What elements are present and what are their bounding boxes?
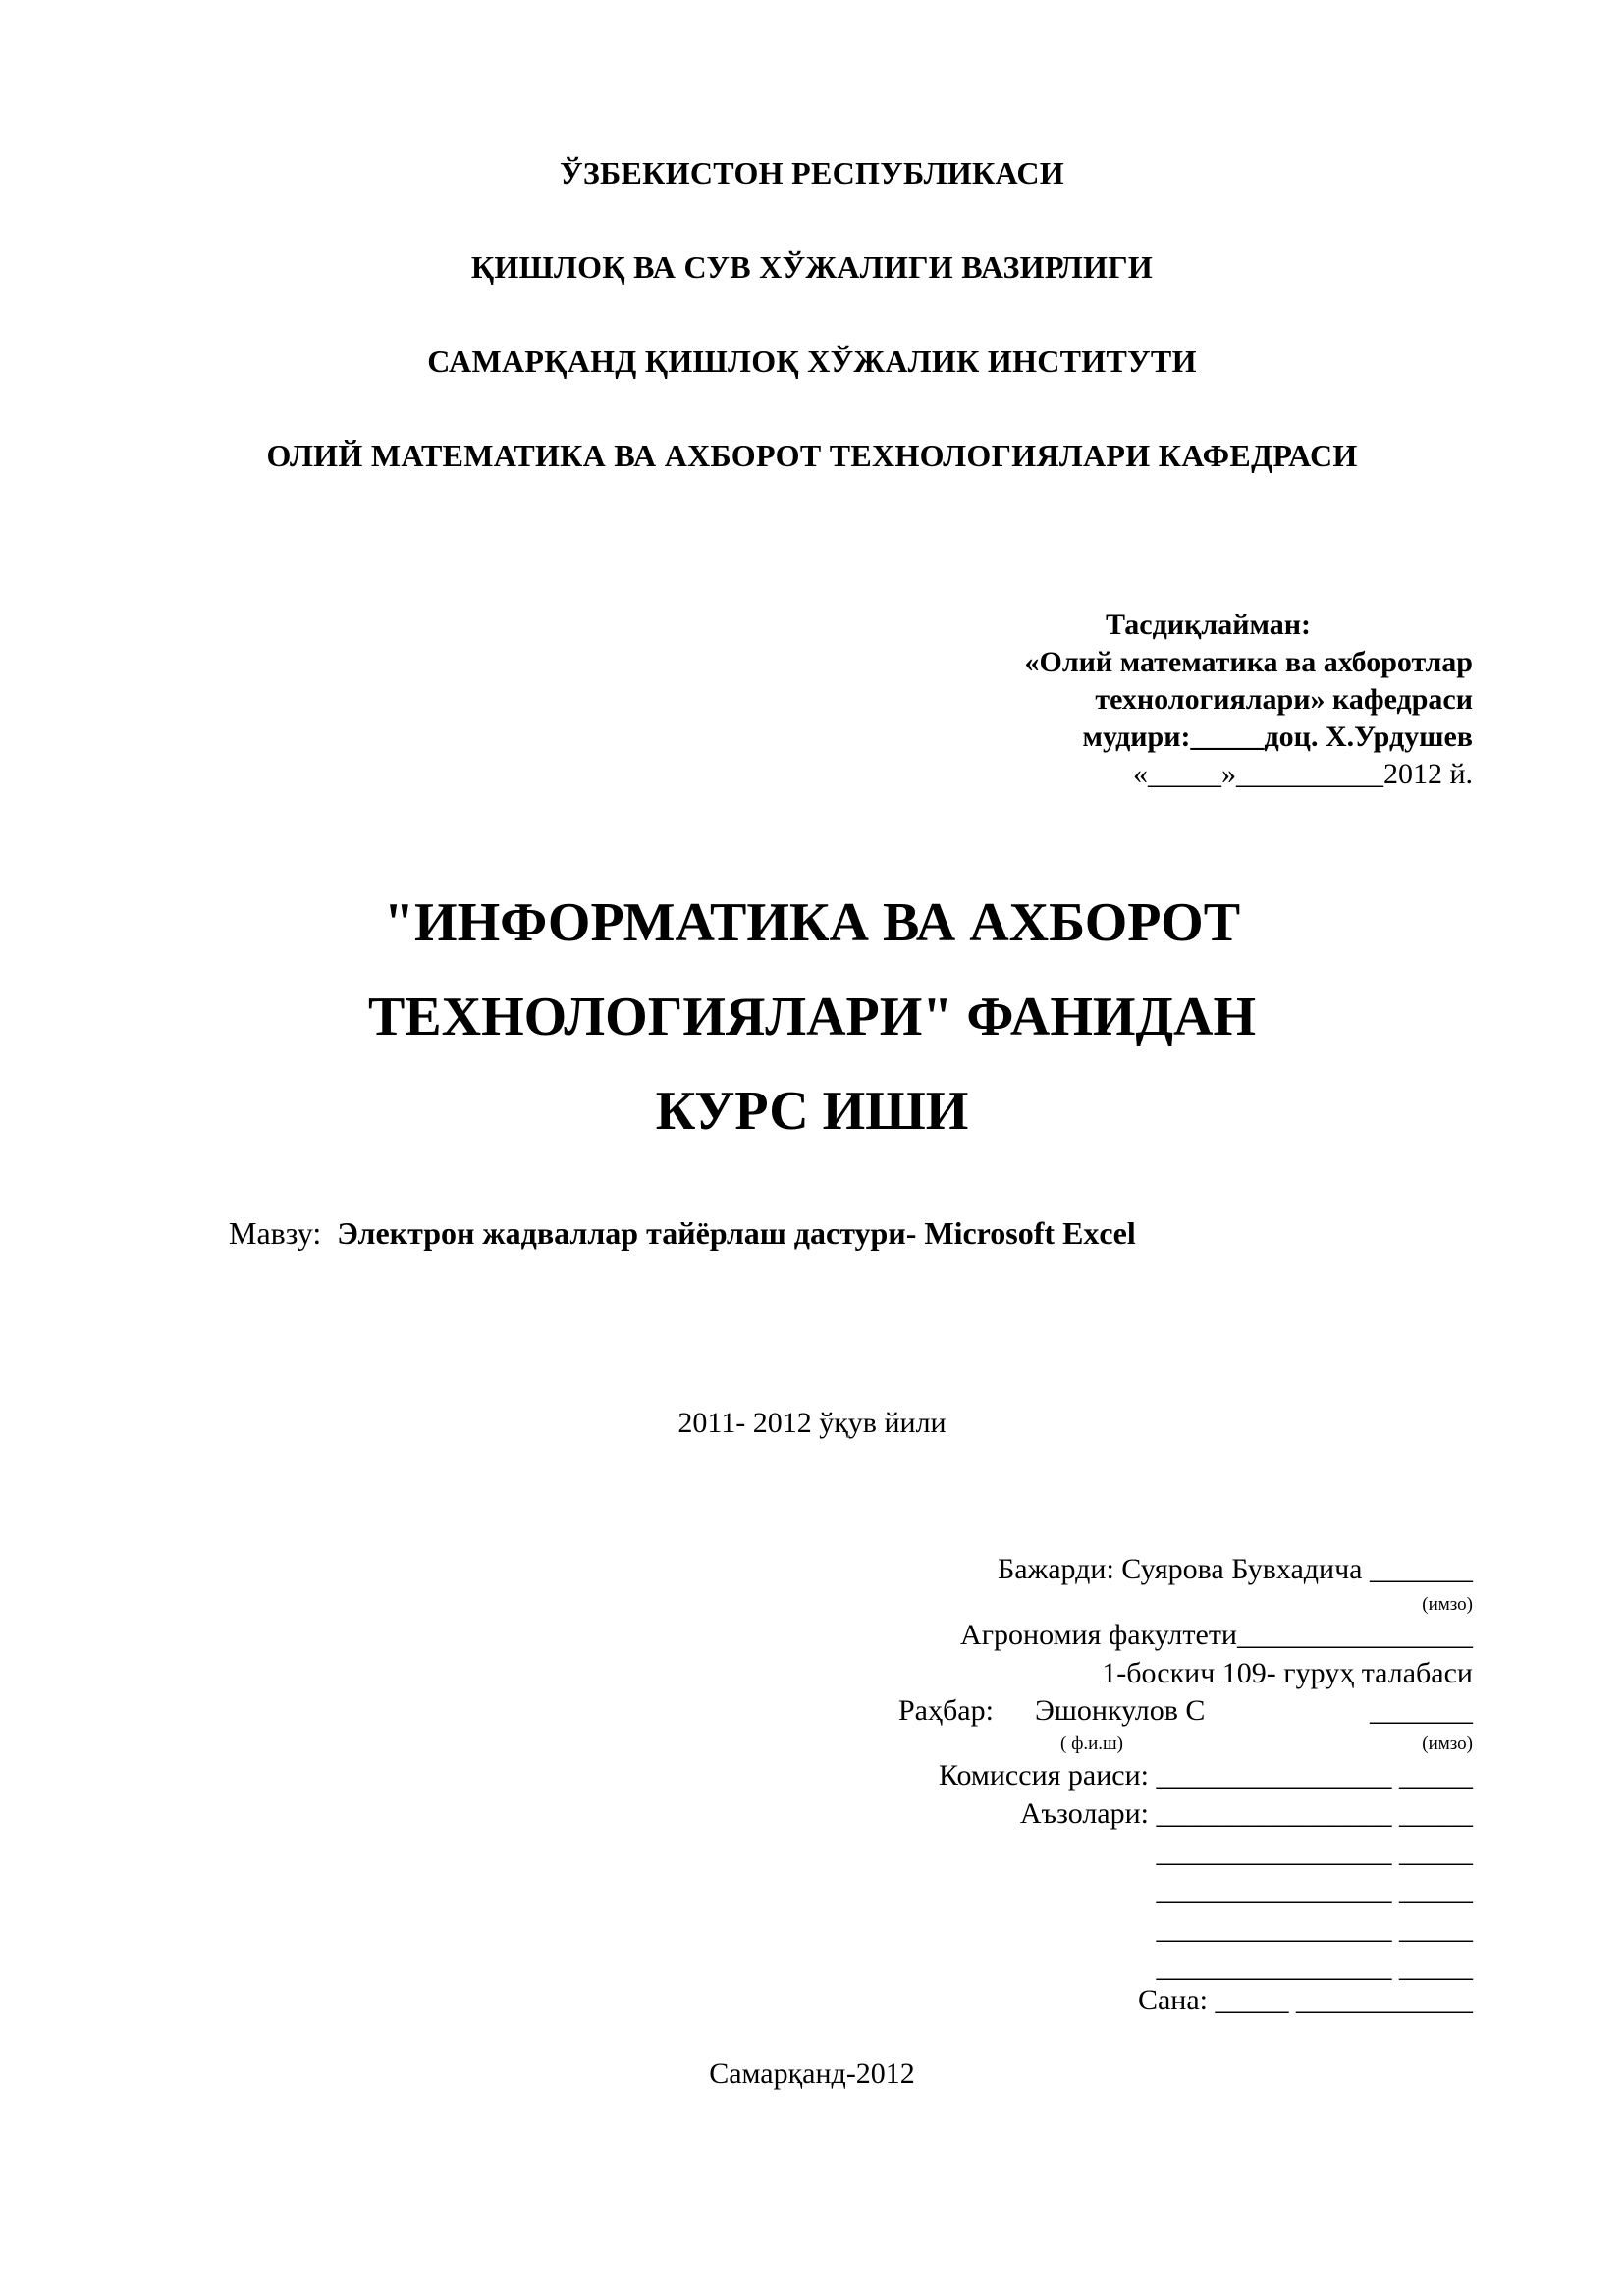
topic-line (229, 1215, 1136, 1252)
signature-note-1: (имзо) (1422, 1594, 1473, 1615)
member-line-3: ________________ _____ (1156, 1874, 1473, 1906)
faculty-line: Агрономия факултети________________ (960, 1619, 1473, 1651)
fio-note: ( ф.и.ш) (1060, 1734, 1124, 1754)
title-line-1: "ИНФОРМАТИКА ВА АХБОРОТ (383, 892, 1241, 953)
title-line-2: ТЕХНОЛОГИЯЛАРИ" ФАНИДАН (367, 987, 1257, 1047)
approval-date: «_____»__________2012 й. (1132, 758, 1473, 790)
header-country: ЎЗБЕКИСТОН РЕСПУБЛИКАСИ (560, 155, 1064, 190)
approval-title: Тасдиқлайман: (1106, 609, 1311, 641)
members-line: Аъзолари: ________________ _____ (1019, 1797, 1473, 1830)
approval-line-3: технологиялари» кафедраси (1095, 683, 1473, 716)
topic-text: Электрон жадваллар тайёрлаш дастури- Microsoft Excel (337, 1215, 1136, 1251)
member-line-5: ________________ _____ (1156, 1950, 1473, 1983)
header-department: ОЛИЙ МАТЕМАТИКА ВА АХБОРОТ ТЕХНОЛОГИЯЛАРИ КАФЕДРАСИ (266, 438, 1358, 473)
city-year: Самарқанд-2012 (709, 2057, 915, 2090)
header-ministry: ҚИШЛОҚ ВА СУВ ХЎЖАЛИГИ ВАЗИРЛИГИ (470, 249, 1154, 285)
approval-block (1024, 607, 1473, 793)
group-line: 1-боскич 109- гуруҳ талабаси (1102, 1657, 1473, 1689)
academic-year: 2011- 2012 ўқув йили (677, 1407, 947, 1439)
performer-line: Бажарди: Суярова Бувхадича _______ (997, 1553, 1473, 1585)
header-institute: САМАРҚАНД ҚИШЛОҚ ХЎЖАЛИК ИНСТИТУТИ (427, 344, 1197, 379)
approval-head: мудири:_____доц. Х.Урдушев (1082, 721, 1473, 753)
supervisor-signature-line: _______ (1370, 1694, 1473, 1727)
member-line-4: ________________ _____ (1156, 1912, 1473, 1945)
supervisor-name: Эшонкулов С (1035, 1694, 1206, 1727)
member-line-2: ________________ _____ (1156, 1836, 1473, 1868)
signature-note-2: (имзо) (1422, 1734, 1473, 1754)
title-line-3: КУРС ИШИ (655, 1081, 969, 1142)
topic-label: Мавзу: (229, 1215, 322, 1251)
commission-chair-line: Комиссия раиси: ________________ _____ (938, 1759, 1473, 1791)
supervisor-label: Раҳбар: (898, 1694, 994, 1727)
date-line: Сана: _____ ____________ (1137, 1984, 1473, 2016)
approval-line-2: «Олий математика ва ахборотлар (1024, 646, 1473, 678)
